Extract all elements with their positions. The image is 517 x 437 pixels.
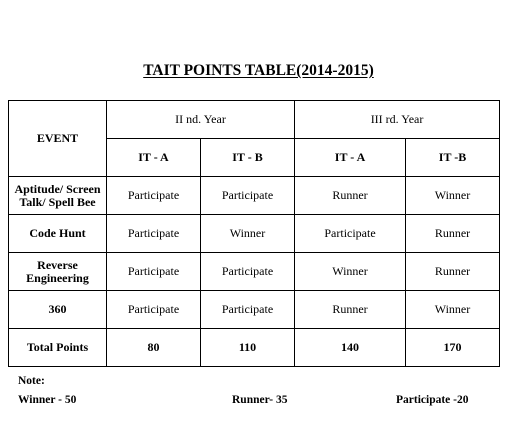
event-name: Aptitude/ Screen Talk/ Spell Bee <box>9 177 107 215</box>
table-cell: Runner <box>295 291 406 329</box>
total-cell: 170 <box>406 329 500 367</box>
note-runner: Runner- 35 <box>232 394 288 406</box>
table-cell: Participate <box>107 253 201 291</box>
table-cell: Participate <box>201 253 295 291</box>
title-text: TAIT POINTS TABLE(2014-2015) <box>143 62 374 79</box>
table-cell: Participate <box>107 177 201 215</box>
table-cell: Participate <box>295 215 406 253</box>
table-row <box>9 253 500 291</box>
page-title <box>0 62 517 80</box>
table-cell: Participate <box>107 215 201 253</box>
total-cell: 80 <box>107 329 201 367</box>
event-column-header: EVENT <box>9 101 107 177</box>
table-cell: Winner <box>295 253 406 291</box>
event-name: Code Hunt <box>9 215 107 253</box>
table-row <box>9 291 500 329</box>
table-cell: Participate <box>107 291 201 329</box>
section-header: IT -B <box>406 139 500 177</box>
table-header-row <box>9 101 500 139</box>
total-row <box>9 329 500 367</box>
table-cell: Winner <box>406 177 500 215</box>
table-cell: Runner <box>295 177 406 215</box>
table-cell: Runner <box>406 253 500 291</box>
total-label: Total Points <box>9 329 107 367</box>
note-participate: Participate -20 <box>396 394 469 406</box>
table-cell: Winner <box>201 215 295 253</box>
year-group-header: III rd. Year <box>295 101 500 139</box>
table-row <box>9 177 500 215</box>
table-cell: Winner <box>406 291 500 329</box>
total-cell: 110 <box>201 329 295 367</box>
note-winner: Winner - 50 <box>18 394 77 406</box>
section-header: IT - B <box>201 139 295 177</box>
section-header: IT - A <box>295 139 406 177</box>
year-group-header: II nd. Year <box>107 101 295 139</box>
table-cell: Runner <box>406 215 500 253</box>
event-name: Reverse Engineering <box>9 253 107 291</box>
section-header: IT - A <box>107 139 201 177</box>
event-name: 360 <box>9 291 107 329</box>
table-cell: Participate <box>201 177 295 215</box>
table-row <box>9 215 500 253</box>
table-cell: Participate <box>201 291 295 329</box>
total-cell: 140 <box>295 329 406 367</box>
points-table <box>8 100 500 367</box>
note-heading: Note: <box>18 375 45 387</box>
